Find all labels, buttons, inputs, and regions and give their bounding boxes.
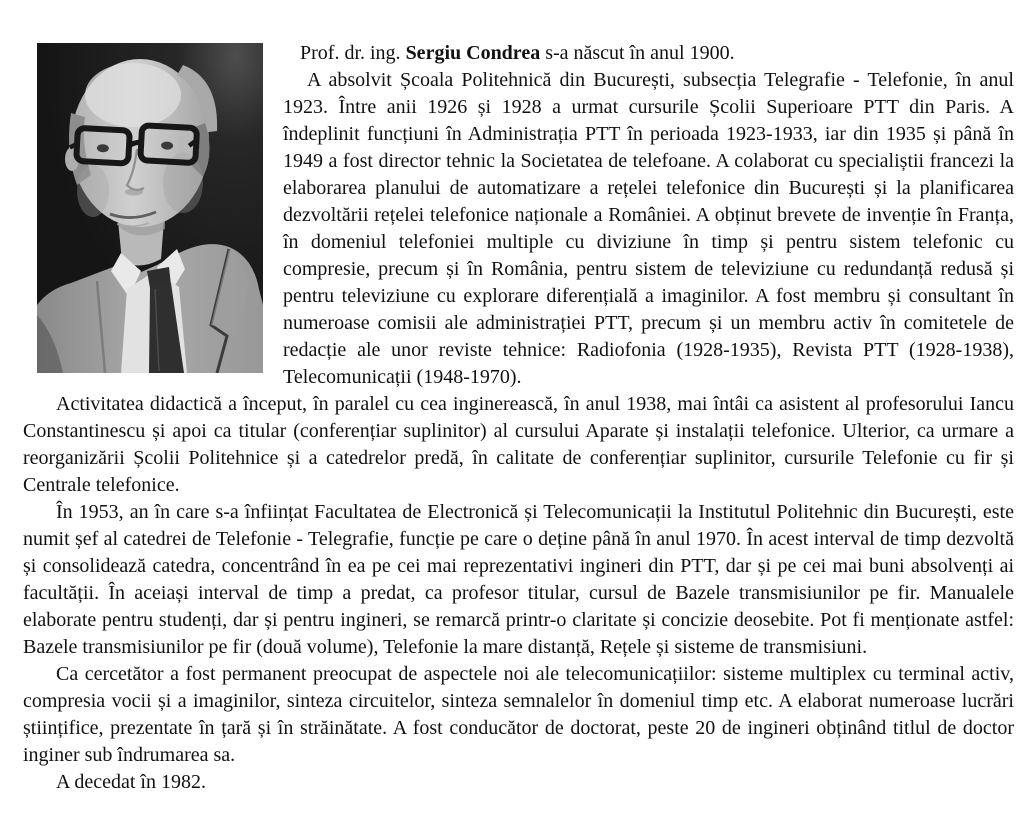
- portrait-photo: [37, 43, 263, 373]
- paragraph-department: În 1953, an în care s-a înființat Facultatea de Electronică și Telecomunicații la Institutul Politehnic din București, este numit șef al catedrei de Telefonie - Telegrafie, funcție pe care o deține până în anul 1970. În acest interval de timp dezvoltă și consolidează catedra, concentrând în ea pe cei mai reprezentativi ingineri din PTT, dar și pe cei mai buni absolvenți ai facultății. În aceiași interval de timp a predat, ca profesor titular, cursul de Bazele transmisiunilor pe fir. Manualele elaborate pentru studenți, dar și pentru ingineri, se remarcă printr-o claritate și concizie deosebite. Pot fi menționate astfel: Bazele transmisiunilor pe fir (două volume), Telefonie la mare distanță, Rețele și sisteme de transmisiuni.: [23, 501, 1014, 658]
- paragraph-research: Ca cercetător a fost permanent preocupat de aspectele noi ale telecomunicațiilor: sisteme multiplex cu terminal activ, compresia vocii și a imaginilor, sinteza circuitelor, sinteza semnalelor în domeniul timp etc. A elaborat numeroase lucrări științifice, prezentate în țară și în străinătate. A fost conducător de doctorat, peste 20 de ingineri obținând titlul de doctor inginer sub îndrumarea sa.: [23, 663, 1014, 766]
- portrait-photo-image: [37, 43, 263, 373]
- intro-suffix: s-a născut în anul 1900.: [540, 42, 735, 64]
- paragraph-death: A decedat în 1982.: [56, 771, 206, 793]
- paragraph-career: A absolvit Școala Politehnică din București, subsecția Telegrafie - Telefonie, în anul 1923. Între anii 1926 și 1928 a urmat cursurile Școlii Superioare PTT din Paris. A îndeplinit funcțiuni în Administrația PTT în perioada 1923-1933, iar din 1935 și până în 1949 a fost director tehnic la Societatea de telefoane. A colaborat cu specialiștii francezi la elaborarea planului de automatizare a rețelei telefonice din București și la planificarea dezvoltării rețelei telefonice naționale a României. A obținut brevete de invenție în Franța, în domeniul telefoniei multiple cu diviziune în timp și pentru sistem telefonic cu compresie, precum și în România, pentru sistem de televiziune cu redundanță redusă și pentru televiziune cu explorare diferențială a imaginilor. A fost membru și consultant în numeroase comisii ale administrației PTT, precum și un membru activ în comitetele de redacție ale unor reviste tehnice: Radiofonia (1928-1935), Revista PTT (1928-1938), Telecomunicații (1948-1970).: [283, 69, 1014, 388]
- intro-prefix: Prof. dr. ing.: [300, 42, 406, 64]
- paragraph-teaching: Activitatea didactică a început, în paralel cu cea inginerească, în anul 1938, mai întâi ca asistent al profesorului Iancu Constantinescu și apoi ca titular (conferențiar suplinitor) al cursului Aparate și instalații telefonice. Ulterior, ca urmare a reorganizării Școlii Politehnice și a catedrelor predă, în calitate de conferențiar suplinitor, cursurile Telefonie cu fir și Centrale telefonice.: [23, 393, 1014, 496]
- person-name: Sergiu Condrea: [405, 42, 541, 64]
